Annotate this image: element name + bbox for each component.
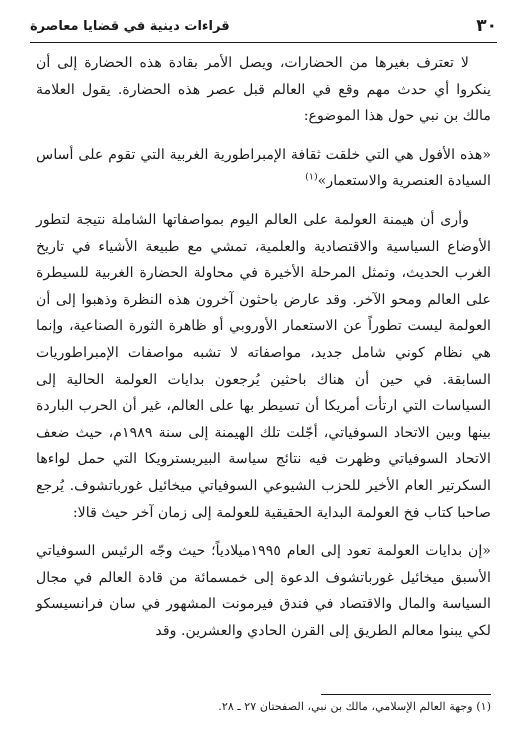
header-rule xyxy=(30,42,497,43)
quotation-2: «إن بدايات العولمة تعود إلى العام ١٩٩٥ميلادياً؛ حيث وجّه الرئيس السوفياتي الأسبق ميخائيل غورباتشوف الدعوة إلى خمسمائة من قادة العالم في مجال السياسة والمال والاقتصاد في فندق فيرمونت المشهور في سان فرانسيسكو لكي يبنوا معالم الطريق إلى القرن الحادي والعشرين. وقد xyxy=(36,543,491,639)
footnote-rule xyxy=(321,694,491,695)
paragraph-1: لا تعترف بغيرها من الحضارات، ويصل الأمر بقادة هذه الحضارة إلى أن ينكروا أي حدث مهم وقع في العالم قبل عصر هذه الحضارة. يقول العلامة مالك بن نبي حول هذا الموضوع: xyxy=(36,55,491,125)
running-title: قراءات دينية في قضايا معاصرة xyxy=(30,18,230,34)
paragraph-2: وأرى أن هيمنة العولمة على العالم اليوم بمواصفاتها الشاملة نتيجة لتطور الأوضاع السياسية والاقتصادية والعلمية، تمشي مع طبيعة الأشياء في تاريخ الغرب الحديث، وتمثل المرحلة الأخيرة في محاولة الحضارة الغربية للسيطرة على العالم ومحو الآخر. وقد عارض باحثون آخرون هذه النظرة وذهبوا إلى أن العولمة ليست تطوراً عن الاستعمار الأوروبي أو ظاهرة الثورة الصناعية، وإنما هي نظام كوني شامل جديد، مواصفاته لا تشبه مواصفات الإمبراطوريات السابقة. في حين أن هناك باحثين يُرجعون بدايات العولمة الحالية إلى السياسات التي ارتأت أمريكا أن تسيطر بها على العالم، غير أن الحرب الباردة بينها وبين الاتحاد السوفياتي، أجّلت تلك الهيمنة إلى سنة ١٩٨٩م، حيث ضعف الاتحاد السوفياتي وظهرت فيه نتائج سياسة البيريسترويكا التي حمل لواءها السكرتير العام الأخير للحزب الشيوعي السوفياتي ميخائيل غورباتشوف. يُرجع صاحبا كتاب فخ العولمة البداية الحقيقية للعولمة إلى زمان آخر حيث قالا: xyxy=(36,211,491,521)
quotation-1-text: «هذه الأفول هي التي خلقت ثقافة الإمبراطورية الغربية التي تقوم على أساس السيادة العنصرية والاستعمار» xyxy=(36,146,491,190)
quotation-1 xyxy=(36,142,491,195)
page-number: ٣٠ xyxy=(476,16,497,36)
running-header xyxy=(30,14,497,38)
body-text xyxy=(36,50,491,644)
footnote-reference: (١) xyxy=(305,171,318,183)
footnote: (١) وجهة العالم الإسلامي، مالك بن نبي، الصفحتان ٢٧ ـ ٢٨. xyxy=(218,700,491,713)
